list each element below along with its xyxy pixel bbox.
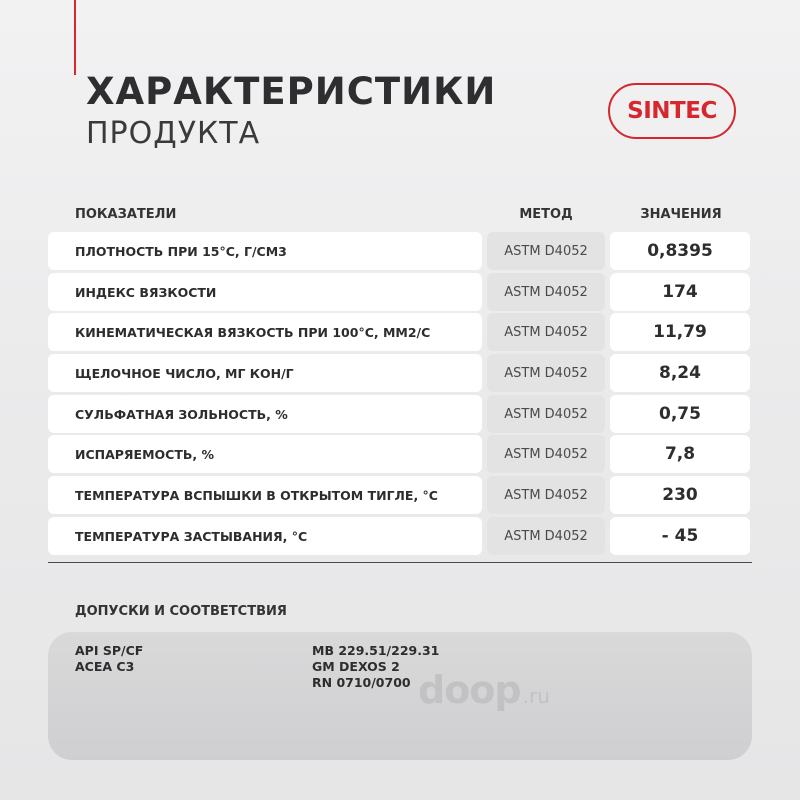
table-row [0,517,800,557]
method-cell [487,435,605,473]
approval-item: ACEA C3 [75,659,135,674]
brand-logo-text: SINTEC [627,98,717,124]
method-cell [487,395,605,433]
table-row [0,435,800,475]
value-label: 7,8 [664,444,696,464]
method-label: ASTM D4052 [504,365,588,381]
watermark-main: doop [418,668,521,712]
table-row [0,395,800,435]
approval-item: RN 0710/0700 [312,675,411,690]
column-header-parameter: ПОКАЗАТЕЛИ [75,207,177,222]
method-cell [487,232,605,270]
method-label: ASTM D4052 [504,324,588,340]
parameter-label: ИНДЕКС ВЯЗКОСТИ [75,284,217,300]
method-label: ASTM D4052 [504,406,588,422]
value-label: 8,24 [659,363,701,383]
value-cell [610,232,750,270]
parameter-label: ПЛОТНОСТЬ ПРИ 15°С, Г/СМ3 [75,243,287,259]
table-row [0,354,800,394]
table-row [0,313,800,353]
table-row [0,273,800,313]
value-cell [610,476,750,514]
parameter-cell [48,435,482,473]
method-label: ASTM D4052 [504,487,588,503]
table-row [0,232,800,272]
parameter-label: КИНЕМАТИЧЕСКАЯ ВЯЗКОСТЬ ПРИ 100°С, ММ2/С [75,324,431,340]
column-header-method: МЕТОД [519,207,573,222]
parameter-cell [48,354,482,392]
method-cell [487,476,605,514]
parameter-label: СУЛЬФАТНАЯ ЗОЛЬНОСТЬ, % [75,406,288,422]
approval-item: GM DEXOS 2 [312,659,400,674]
value-cell [610,435,750,473]
method-label: ASTM D4052 [504,243,588,259]
column-header-value: ЗНАЧЕНИЯ [640,207,722,222]
method-label: ASTM D4052 [504,284,588,300]
approval-item: API SP/CF [75,643,144,658]
section-divider [48,562,752,563]
method-label: ASTM D4052 [504,528,588,544]
value-label: 11,79 [653,322,707,342]
parameter-cell [48,517,482,555]
value-label: 0,75 [659,404,701,424]
value-label: 230 [662,485,698,505]
value-label: 0,8395 [647,241,713,261]
parameter-cell [48,273,482,311]
value-label: - 45 [661,526,699,546]
accent-line [74,0,76,75]
value-cell [610,313,750,351]
brand-logo [608,83,736,139]
value-label: 174 [662,282,698,302]
method-cell [487,354,605,392]
parameter-label: ТЕМПЕРАТУРА ЗАСТЫВАНИЯ, °С [75,528,308,544]
method-label: ASTM D4052 [504,446,588,462]
method-cell [487,313,605,351]
watermark-suffix: .ru [522,684,550,708]
approval-item: MB 229.51/229.31 [312,643,440,658]
approvals-title: ДОПУСКИ И СООТВЕТСТВИЯ [75,604,287,619]
method-cell [487,273,605,311]
parameter-cell [48,232,482,270]
watermark [418,668,550,712]
parameter-cell [48,313,482,351]
value-cell [610,273,750,311]
parameter-cell [48,395,482,433]
parameter-label: ИСПАРЯЕМОСТЬ, % [75,446,215,462]
page-title: ХАРАКТЕРИСТИКИ [86,70,497,113]
parameter-label: ЩЕЛОЧНОЕ ЧИСЛО, МГ КОН/Г [75,365,294,381]
parameter-cell [48,476,482,514]
value-cell [610,354,750,392]
method-cell [487,517,605,555]
value-cell [610,395,750,433]
value-cell [610,517,750,555]
table-row [0,476,800,516]
parameter-label: ТЕМПЕРАТУРА ВСПЫШКИ В ОТКРЫТОМ ТИГЛЕ, °С [75,487,438,503]
page-subtitle: ПРОДУКТА [86,116,261,151]
approvals-left-list [75,643,143,675]
